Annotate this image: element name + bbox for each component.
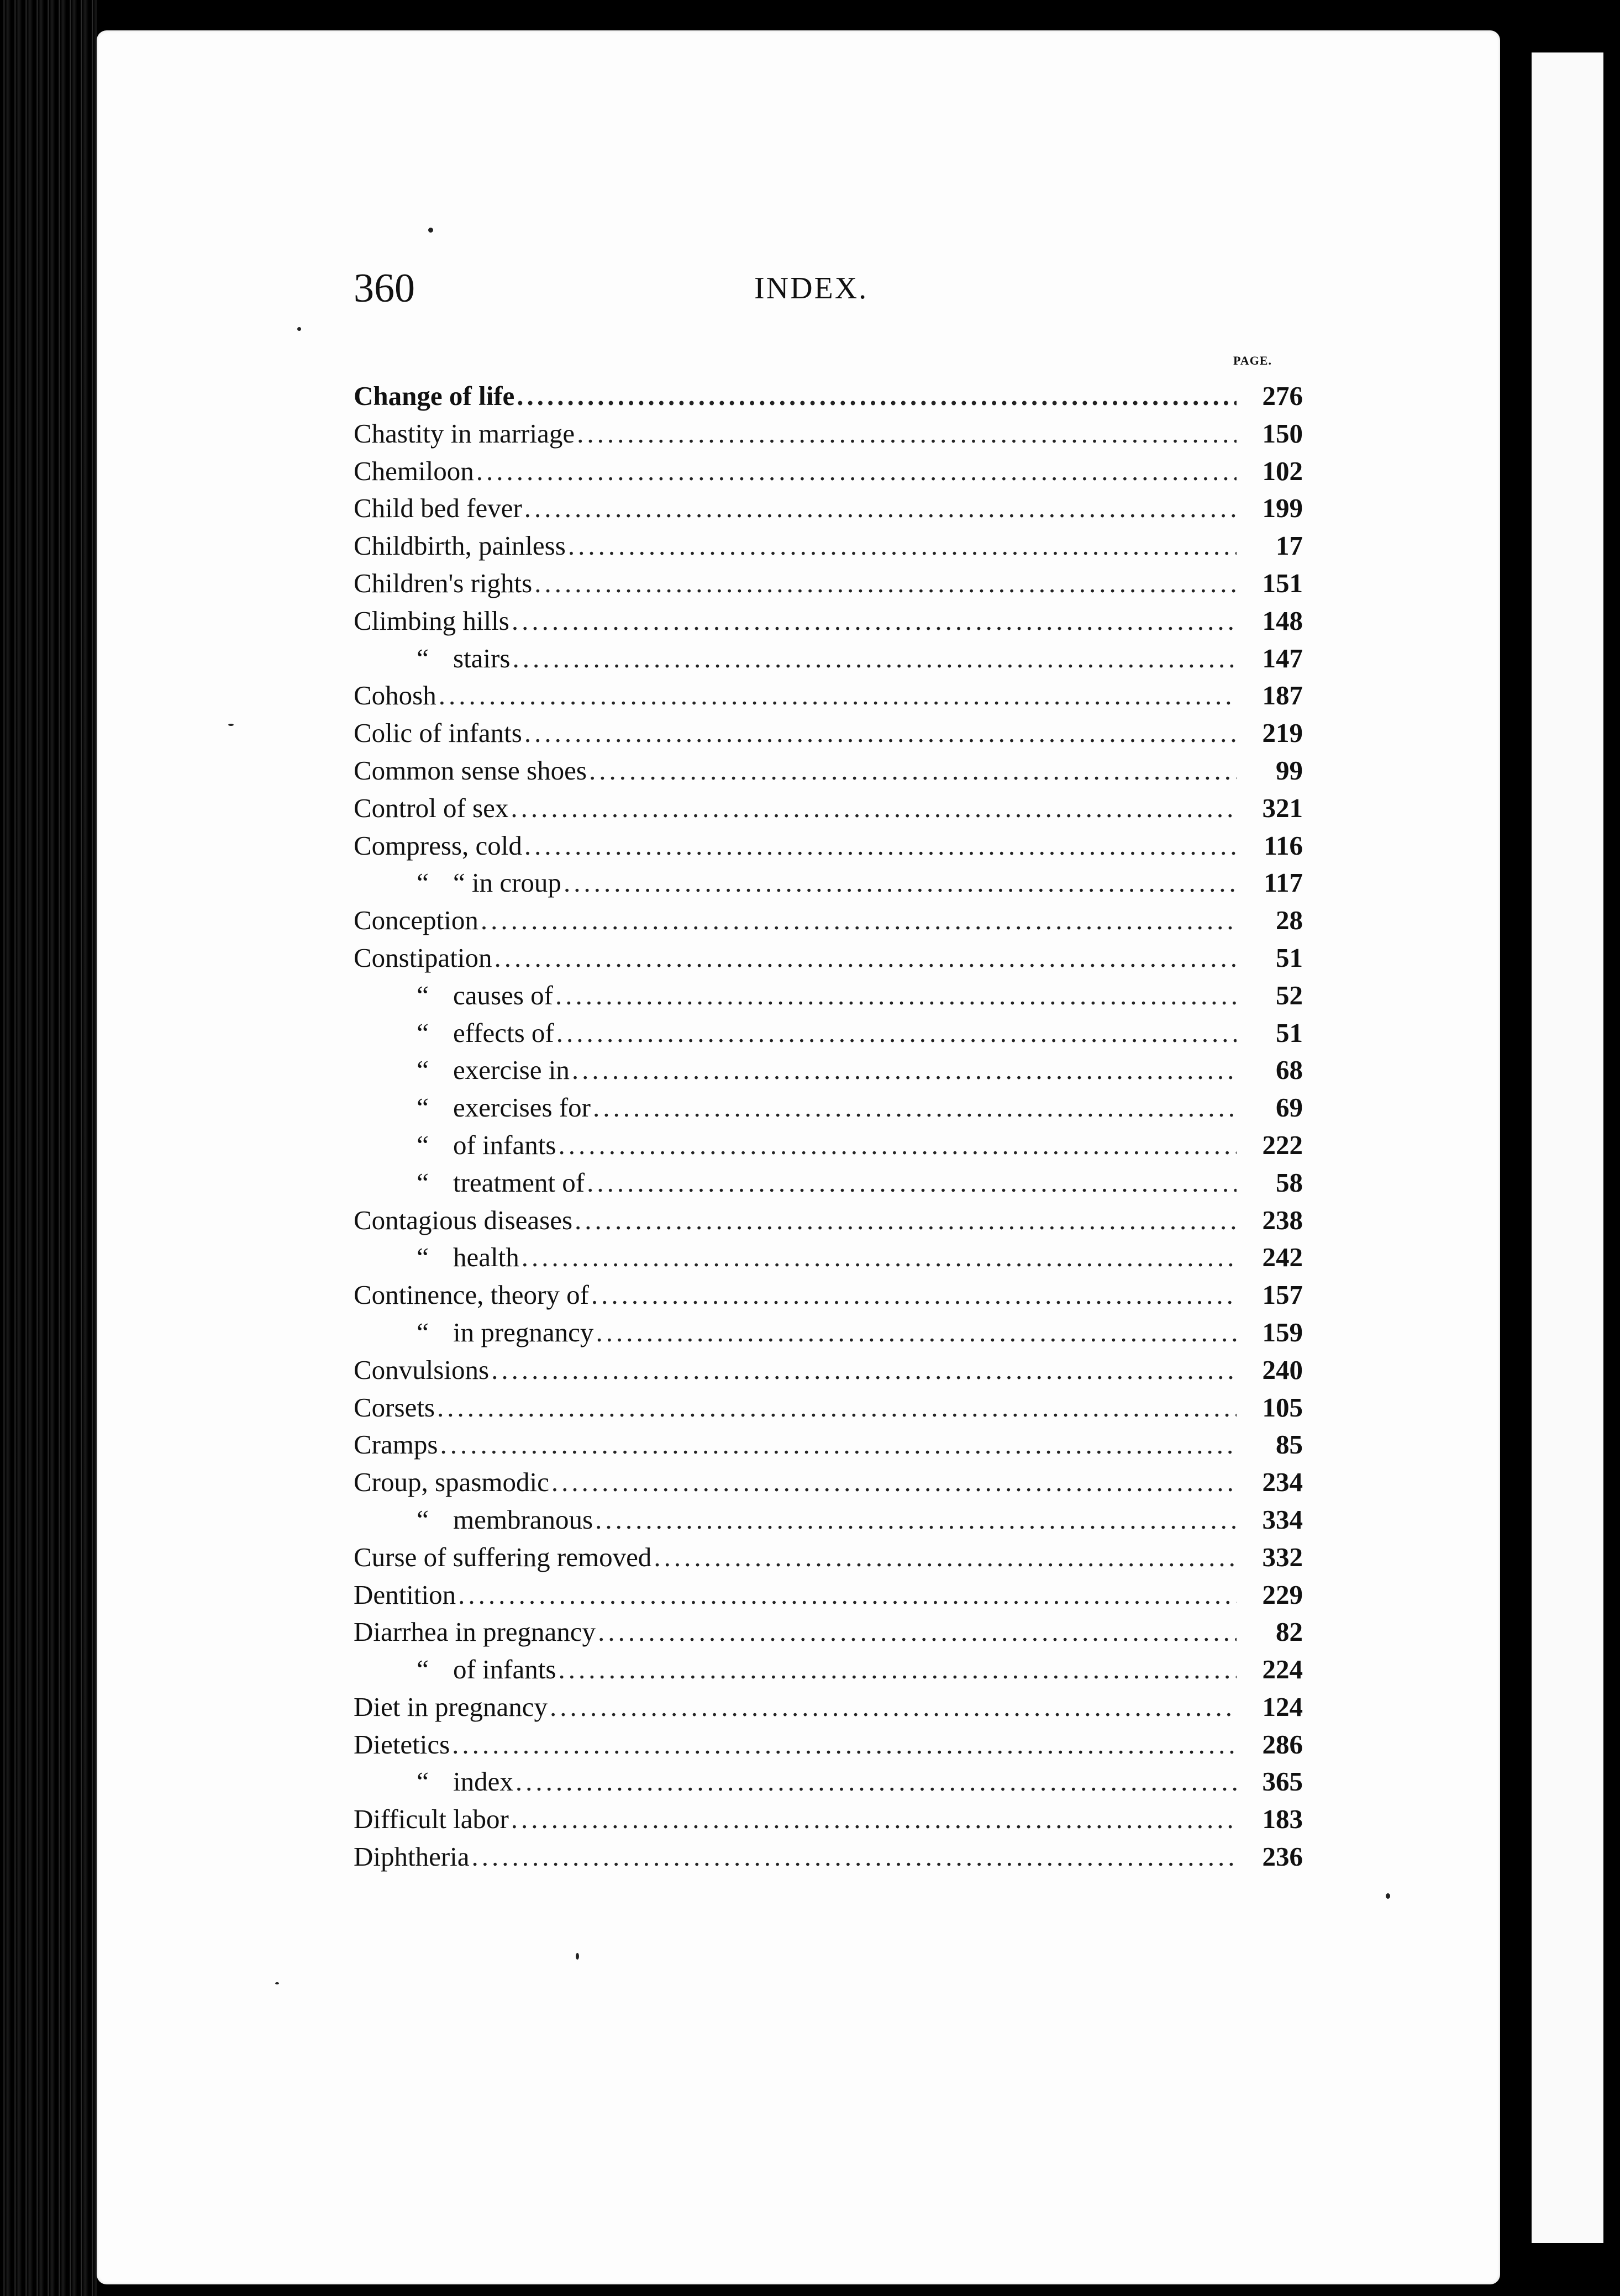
- index-term: Constipation: [354, 942, 492, 973]
- index-term: Diphtheria: [354, 1841, 470, 1872]
- page-reference: 51: [1276, 1017, 1303, 1048]
- page-reference: 58: [1276, 1167, 1303, 1198]
- index-term: Compress, cold: [354, 830, 522, 861]
- index-term: stairs: [453, 643, 511, 673]
- page-reference: 242: [1262, 1242, 1303, 1273]
- page-reference: 69: [1276, 1092, 1303, 1123]
- page-reference: 236: [1262, 1841, 1303, 1872]
- dot-leader: [476, 455, 1237, 487]
- index-entry: [354, 830, 1303, 867]
- index-entry: [354, 1241, 1303, 1279]
- index-entry: [354, 792, 1303, 830]
- dot-leader: [572, 1054, 1237, 1086]
- dot-leader: [491, 1354, 1237, 1386]
- ditto-mark: “: [417, 1766, 429, 1797]
- index-term: Convulsions: [354, 1354, 490, 1385]
- dot-leader: [564, 867, 1237, 898]
- index-entry: [354, 1316, 1303, 1354]
- index-term: in pregnancy: [453, 1316, 594, 1347]
- index-entry: [354, 1766, 1303, 1803]
- index-term: Change of life: [354, 381, 515, 411]
- index-entry: [354, 1541, 1303, 1579]
- dot-leader: [512, 605, 1237, 636]
- dot-leader: [522, 1241, 1237, 1273]
- page-reference: 234: [1262, 1467, 1303, 1498]
- dot-leader: [555, 980, 1237, 1011]
- ditto-mark: “: [417, 1316, 429, 1347]
- page-reference: 52: [1276, 980, 1303, 1010]
- index-term: Corsets: [354, 1392, 435, 1423]
- ditto-mark: “: [417, 1017, 429, 1048]
- ditto-mark: “: [417, 1167, 429, 1198]
- index-entry: [354, 1466, 1303, 1504]
- index-term: Chastity in marriage: [354, 418, 575, 449]
- page-reference: 17: [1276, 530, 1303, 561]
- dot-leader: [458, 1579, 1237, 1610]
- ditto-mark: “: [417, 980, 429, 1010]
- page-reference: 102: [1262, 455, 1303, 486]
- index-term: Cohosh: [354, 680, 436, 711]
- index-entry: [354, 1841, 1303, 1878]
- index-term: Childbirth, painless: [354, 530, 566, 561]
- page-reference: 148: [1262, 605, 1303, 636]
- index-entry: [354, 1017, 1303, 1055]
- dot-leader: [558, 1129, 1237, 1161]
- dot-leader: [534, 567, 1237, 599]
- index-entry: [354, 567, 1303, 605]
- running-title: INDEX.: [754, 271, 869, 306]
- page-reference: 183: [1262, 1804, 1303, 1835]
- page-reference: 199: [1262, 493, 1303, 524]
- index-entry: [354, 1691, 1303, 1729]
- page-reference: 150: [1262, 418, 1303, 449]
- page-reference: 224: [1262, 1654, 1303, 1685]
- dot-leader: [587, 1167, 1237, 1198]
- index-term: Difficult labor: [354, 1804, 509, 1835]
- index-entry: [354, 492, 1303, 530]
- index-term: of infants: [453, 1129, 556, 1160]
- index-entry: [354, 1579, 1303, 1616]
- dot-leader: [516, 1766, 1237, 1797]
- dot-leader: [575, 1204, 1237, 1236]
- page-reference: 321: [1262, 792, 1303, 823]
- dot-leader: [568, 530, 1237, 561]
- index-term: index: [453, 1766, 513, 1797]
- print-speck: [1386, 1893, 1390, 1899]
- index-term: Dietetics: [354, 1729, 450, 1760]
- dot-leader: [551, 1466, 1237, 1498]
- index-entry: [354, 1204, 1303, 1242]
- page-number: 360: [354, 266, 415, 311]
- index-entry: [354, 717, 1303, 755]
- page-reference: 82: [1276, 1616, 1303, 1647]
- page-reference: 124: [1262, 1691, 1303, 1722]
- index-term: effects of: [453, 1017, 554, 1048]
- print-speck: [428, 228, 433, 233]
- page-column-label: PAGE.: [1233, 354, 1272, 367]
- index-entry: [354, 418, 1303, 455]
- index-term: Children's rights: [354, 567, 533, 598]
- ditto-mark: “: [417, 1055, 429, 1086]
- print-speck: [228, 724, 234, 726]
- index-entry: [354, 1354, 1303, 1392]
- index-term: of infants: [453, 1654, 556, 1685]
- index-entry: [354, 1167, 1303, 1204]
- page-reference: 286: [1262, 1729, 1303, 1760]
- dot-leader: [511, 1803, 1237, 1835]
- index-term: Cramps: [354, 1429, 438, 1460]
- page-reference: 51: [1276, 942, 1303, 973]
- page-header: [354, 265, 1304, 326]
- index-term: health: [453, 1242, 519, 1273]
- dot-leader: [512, 643, 1237, 674]
- dot-leader: [439, 680, 1237, 711]
- dot-leader: [524, 830, 1237, 861]
- index-entry: [354, 1279, 1303, 1316]
- dot-leader: [593, 1092, 1237, 1123]
- page-reference: 187: [1262, 680, 1303, 711]
- index-term: exercise in: [453, 1055, 570, 1086]
- ditto-mark: “: [417, 643, 429, 673]
- index-entry: [354, 1392, 1303, 1429]
- dot-leader: [437, 1392, 1237, 1423]
- print-speck: [576, 1953, 579, 1960]
- index-term: Colic of infants: [354, 718, 522, 749]
- dot-leader: [472, 1841, 1237, 1872]
- page-reference: 332: [1262, 1541, 1303, 1572]
- page-reference: 159: [1262, 1316, 1303, 1347]
- index-term: Contagious diseases: [354, 1204, 573, 1235]
- index-entry: [354, 904, 1303, 942]
- index-term: Child bed fever: [354, 493, 522, 524]
- page-reference: 222: [1262, 1129, 1303, 1160]
- ditto-mark: “: [417, 1242, 429, 1273]
- page-reference: 240: [1262, 1354, 1303, 1385]
- dot-leader: [494, 942, 1237, 973]
- page-reference: 147: [1262, 643, 1303, 673]
- page-reference: 229: [1262, 1579, 1303, 1610]
- ditto-mark: “: [417, 1504, 429, 1535]
- page-reference: 365: [1262, 1766, 1303, 1797]
- index-entry: [354, 980, 1303, 1017]
- dot-leader: [596, 1316, 1237, 1348]
- dot-leader: [517, 380, 1237, 412]
- page-reference: 276: [1262, 381, 1303, 411]
- ditto-mark: “: [417, 867, 429, 898]
- page-reference: 85: [1276, 1429, 1303, 1460]
- adjacent-page-edge: [1532, 52, 1603, 2243]
- dot-leader: [598, 1616, 1237, 1647]
- index-entry: [354, 867, 1303, 904]
- dot-leader: [556, 1017, 1237, 1049]
- index-entry: [354, 455, 1303, 493]
- index-term: causes of: [453, 980, 553, 1010]
- page-reference: 105: [1262, 1392, 1303, 1423]
- index-term: Curse of suffering removed: [354, 1541, 652, 1572]
- index-entry: [354, 680, 1303, 717]
- dot-leader: [440, 1429, 1237, 1460]
- index-term: exercises for: [453, 1092, 591, 1123]
- index-term: Common sense shoes: [354, 755, 587, 786]
- index-entry: [354, 605, 1303, 643]
- page-reference: 68: [1276, 1055, 1303, 1086]
- dot-leader: [511, 792, 1237, 824]
- index-entry: [354, 1092, 1303, 1129]
- dot-leader: [524, 717, 1237, 749]
- page-reference: 238: [1262, 1204, 1303, 1235]
- index-entry: [354, 942, 1303, 980]
- page-reference: 28: [1276, 905, 1303, 936]
- index-term: “ in croup: [453, 867, 561, 898]
- page-reference: 117: [1264, 867, 1303, 898]
- print-speck: [275, 1982, 279, 1984]
- index-term: Continence, theory of: [354, 1279, 589, 1310]
- index-term: Diarrhea in pregnancy: [354, 1616, 596, 1647]
- index-entry: [354, 1054, 1303, 1092]
- dot-leader: [595, 1504, 1237, 1535]
- index-term: Conception: [354, 905, 478, 936]
- index-entry: [354, 1616, 1303, 1653]
- dot-leader: [481, 904, 1237, 936]
- index-term: Control of sex: [354, 792, 509, 823]
- page-reference: 99: [1276, 755, 1303, 786]
- dot-leader: [524, 492, 1237, 524]
- ditto-mark: “: [417, 1129, 429, 1160]
- index-term: Dentition: [354, 1579, 456, 1610]
- page-reference: 334: [1262, 1504, 1303, 1535]
- index-entry: [354, 380, 1303, 418]
- page-reference: 219: [1262, 718, 1303, 749]
- index-list: [354, 380, 1303, 1878]
- index-entry: [354, 1729, 1303, 1766]
- index-entry: [354, 1504, 1303, 1541]
- index-term: Croup, spasmodic: [354, 1467, 549, 1498]
- dot-leader: [591, 1279, 1237, 1310]
- print-speck: [297, 327, 301, 331]
- ditto-mark: “: [417, 1654, 429, 1685]
- dot-leader: [589, 755, 1237, 786]
- ditto-mark: “: [417, 1092, 429, 1123]
- index-entry: [354, 1803, 1303, 1841]
- index-entry: [354, 1653, 1303, 1691]
- page-reference: 116: [1264, 830, 1303, 861]
- dot-leader: [577, 418, 1237, 449]
- index-entry: [354, 1129, 1303, 1167]
- dot-leader: [452, 1729, 1237, 1760]
- page-reference: 157: [1262, 1279, 1303, 1310]
- page-reference: 151: [1262, 567, 1303, 598]
- scan-left-edge: [0, 0, 97, 2296]
- dot-leader: [550, 1691, 1237, 1723]
- dot-leader: [558, 1653, 1237, 1685]
- index-entry: [354, 643, 1303, 680]
- index-entry: [354, 530, 1303, 567]
- index-term: membranous: [453, 1504, 593, 1535]
- index-entry: [354, 1429, 1303, 1466]
- index-term: treatment of: [453, 1167, 585, 1198]
- dot-leader: [654, 1541, 1237, 1573]
- index-term: Chemiloon: [354, 455, 474, 486]
- index-term: Climbing hills: [354, 605, 509, 636]
- index-entry: [354, 755, 1303, 792]
- index-term: Diet in pregnancy: [354, 1691, 548, 1722]
